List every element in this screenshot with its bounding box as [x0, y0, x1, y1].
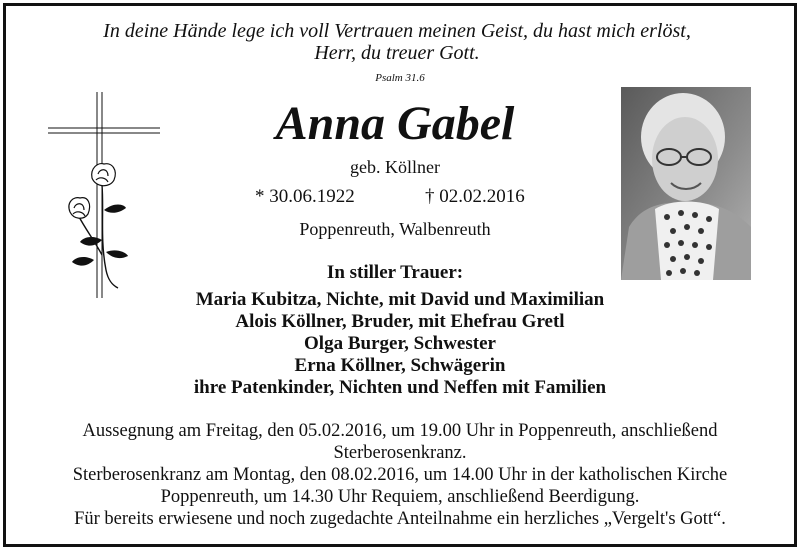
mourner-line: Maria Kubitza, Nichte, mit David und Maximilian	[195, 289, 605, 310]
birth-date: * 30.06.1922	[255, 186, 355, 207]
verse-reference: Psalm 31.6	[375, 72, 425, 84]
portrait-photo	[621, 87, 751, 280]
footer-line-3: Sterberosenkranz am Montag, den 08.02.2016, um 14.00 Uhr in der katholischen Kirche	[72, 465, 728, 485]
verse-line-2: Herr, du treuer Gott.	[314, 42, 480, 64]
mourner-line: Olga Burger, Schwester	[304, 333, 496, 354]
footer-line-5: Für bereits erwiesene und noch zugedachte Anteilnahme ein herzliches „Vergelt's Gott“.	[74, 509, 726, 529]
maiden-name: geb. Köllner	[350, 157, 440, 177]
verse-line-1: In deine Hände lege ich voll Vertrauen meinen Geist, du hast mich erlöst,	[103, 20, 691, 42]
mourner-line: ihre Patenkinder, Nichten und Neffen mit Familien	[193, 377, 607, 398]
mourning-heading: In stiller Trauer:	[326, 262, 464, 283]
bible-verse	[40, 20, 754, 64]
mourner-line: Alois Köllner, Bruder, mit Ehefrau Gretl	[235, 311, 565, 332]
footer-line-1: Aussegnung am Freitag, den 05.02.2016, um 19.00 Uhr in Poppenreuth, anschließend	[82, 421, 718, 441]
death-date: † 02.02.2016	[425, 186, 525, 207]
mourners-list	[120, 289, 680, 399]
footer-line-4: Poppenreuth, um 14.30 Uhr Requiem, anschließend Beerdigung.	[160, 487, 640, 507]
footer-line-2: Sterberosenkranz.	[333, 443, 467, 463]
service-notice	[16, 420, 784, 530]
cross-with-rose-icon	[46, 90, 162, 300]
hometown: Poppenreuth, Walbenreuth	[299, 219, 491, 239]
mourner-line: Erna Köllner, Schwägerin	[294, 355, 506, 376]
deceased-name: Anna Gabel	[275, 97, 515, 150]
